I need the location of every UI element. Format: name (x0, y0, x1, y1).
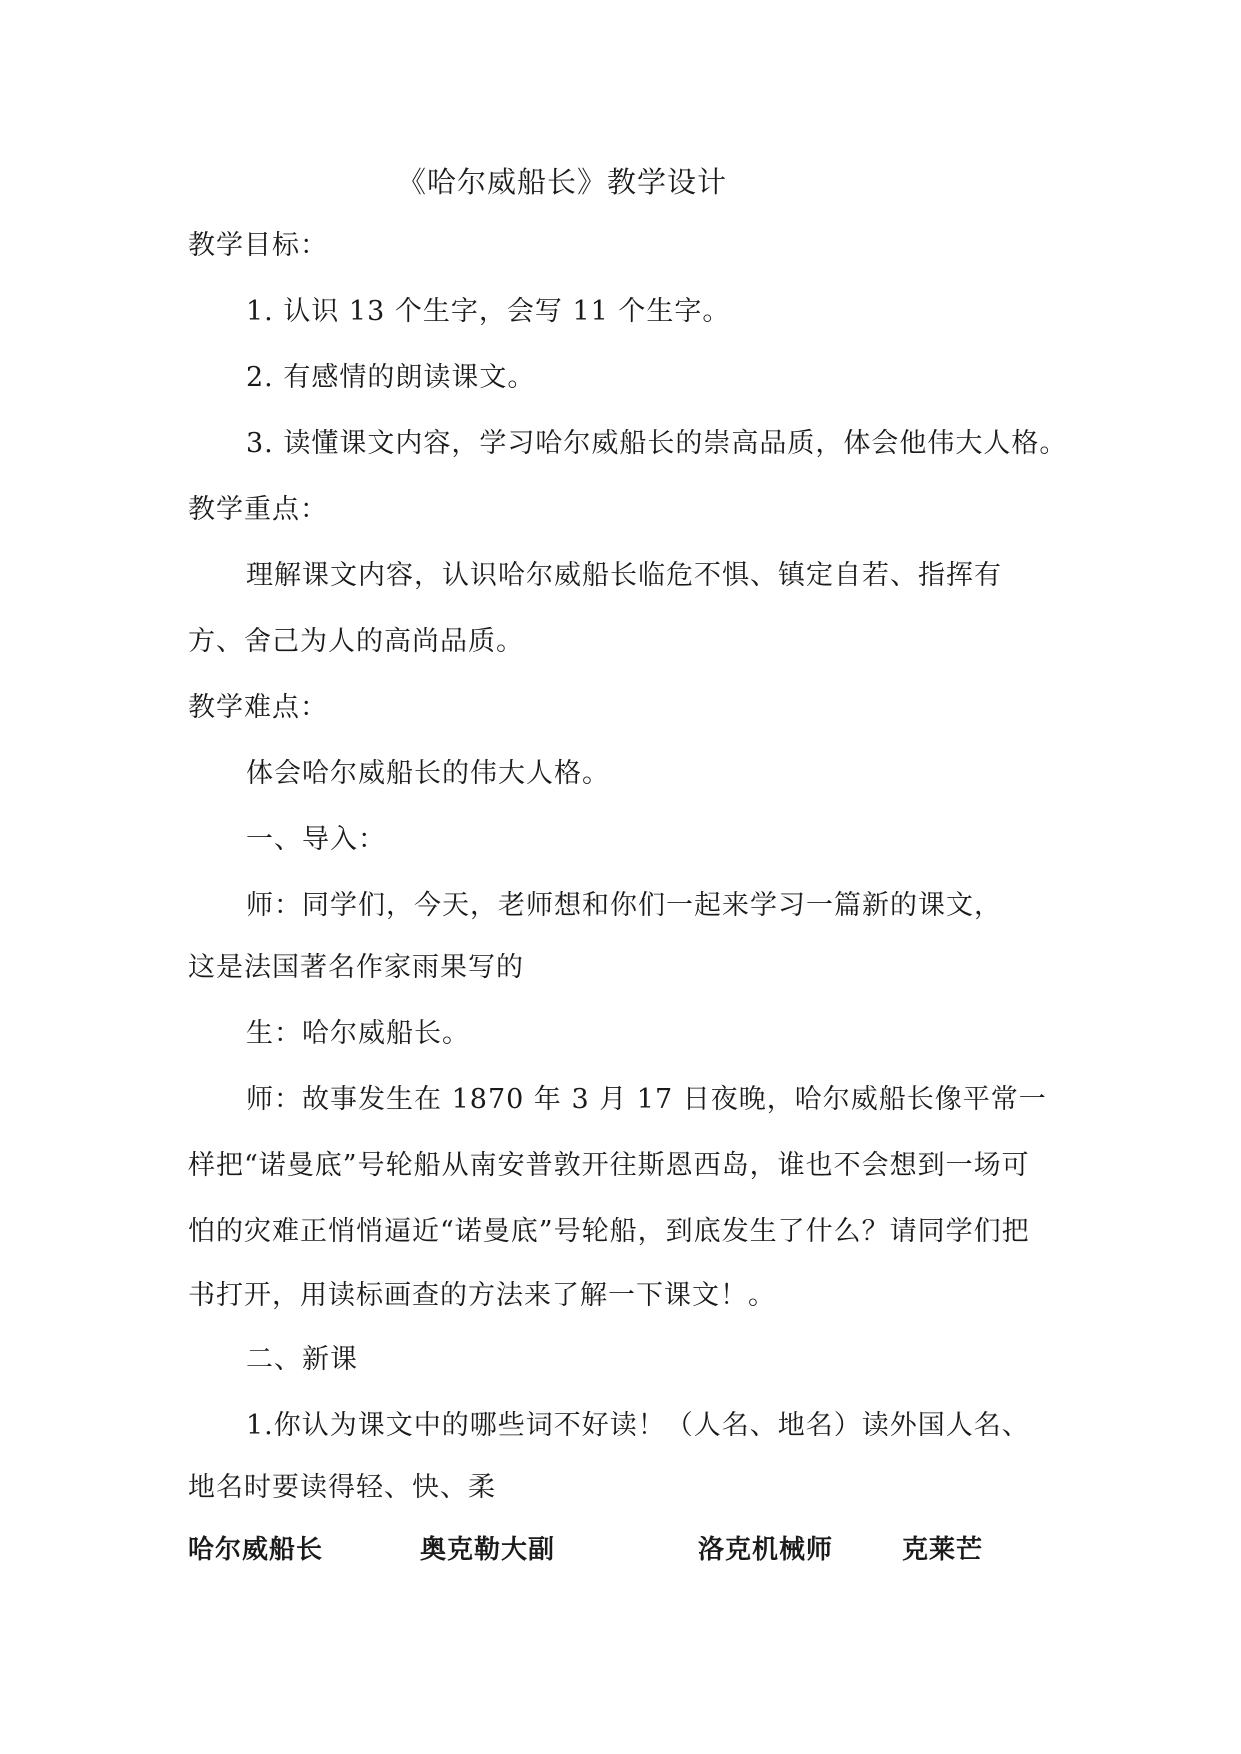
new-lesson-line: 1.你认为课文中的哪些词不好读！（人名、地名）读外国人名、 (246, 1410, 1030, 1441)
teacher-line: 师：同学们，今天，老师想和你们一起来学习一篇新的课文， (246, 890, 1002, 921)
section-heading-intro: 一、导入： (246, 824, 386, 855)
objectives-heading: 教学目标： (188, 230, 328, 261)
teacher-line: 书打开，用读标画查的方法来了解一下课文！。 (188, 1280, 776, 1311)
name-item: 洛克机械师 (698, 1535, 834, 1565)
difficulty-heading: 教学难点： (188, 692, 328, 723)
teacher-line: 师：故事发生在 1870 年 3 月 17 日夜晚，哈尔威船长像平常一 (246, 1084, 1047, 1115)
name-item: 哈尔威船长 (188, 1535, 324, 1565)
teacher-line: 样把“诺曼底”号轮船从南安普敦开往斯恩西岛，谁也不会想到一场可 (188, 1150, 1030, 1181)
difficulty-text: 体会哈尔威船长的伟大人格。 (246, 758, 610, 789)
student-line: 生：哈尔威船长。 (246, 1018, 470, 1049)
objective-item: 1. 认识 13 个生字，会写 11 个生字。 (246, 296, 731, 327)
key-heading: 教学重点： (188, 494, 328, 525)
teacher-line: 这是法国著名作家雨果写的 (188, 952, 524, 983)
new-lesson-line: 地名时要读得轻、快、柔 (188, 1472, 496, 1503)
objective-item: 3. 读懂课文内容，学习哈尔威船长的崇高品质，体会他伟大人格。 (246, 428, 1068, 459)
objective-item: 2. 有感情的朗读课文。 (246, 362, 536, 393)
document-title: 《哈尔威船长》教学设计 (397, 165, 728, 199)
key-point-line: 方、舍己为人的高尚品质。 (188, 626, 524, 657)
teacher-line: 怕的灾难正悄悄逼近“诺曼底”号轮船，到底发生了什么？请同学们把 (188, 1216, 1030, 1247)
name-item: 奥克勒大副 (420, 1535, 556, 1565)
name-item: 克莱芒 (902, 1535, 984, 1565)
section-heading-new: 二、新课 (246, 1344, 358, 1375)
key-point-line: 理解课文内容，认识哈尔威船长临危不惧、镇定自若、指挥有 (246, 560, 1002, 591)
